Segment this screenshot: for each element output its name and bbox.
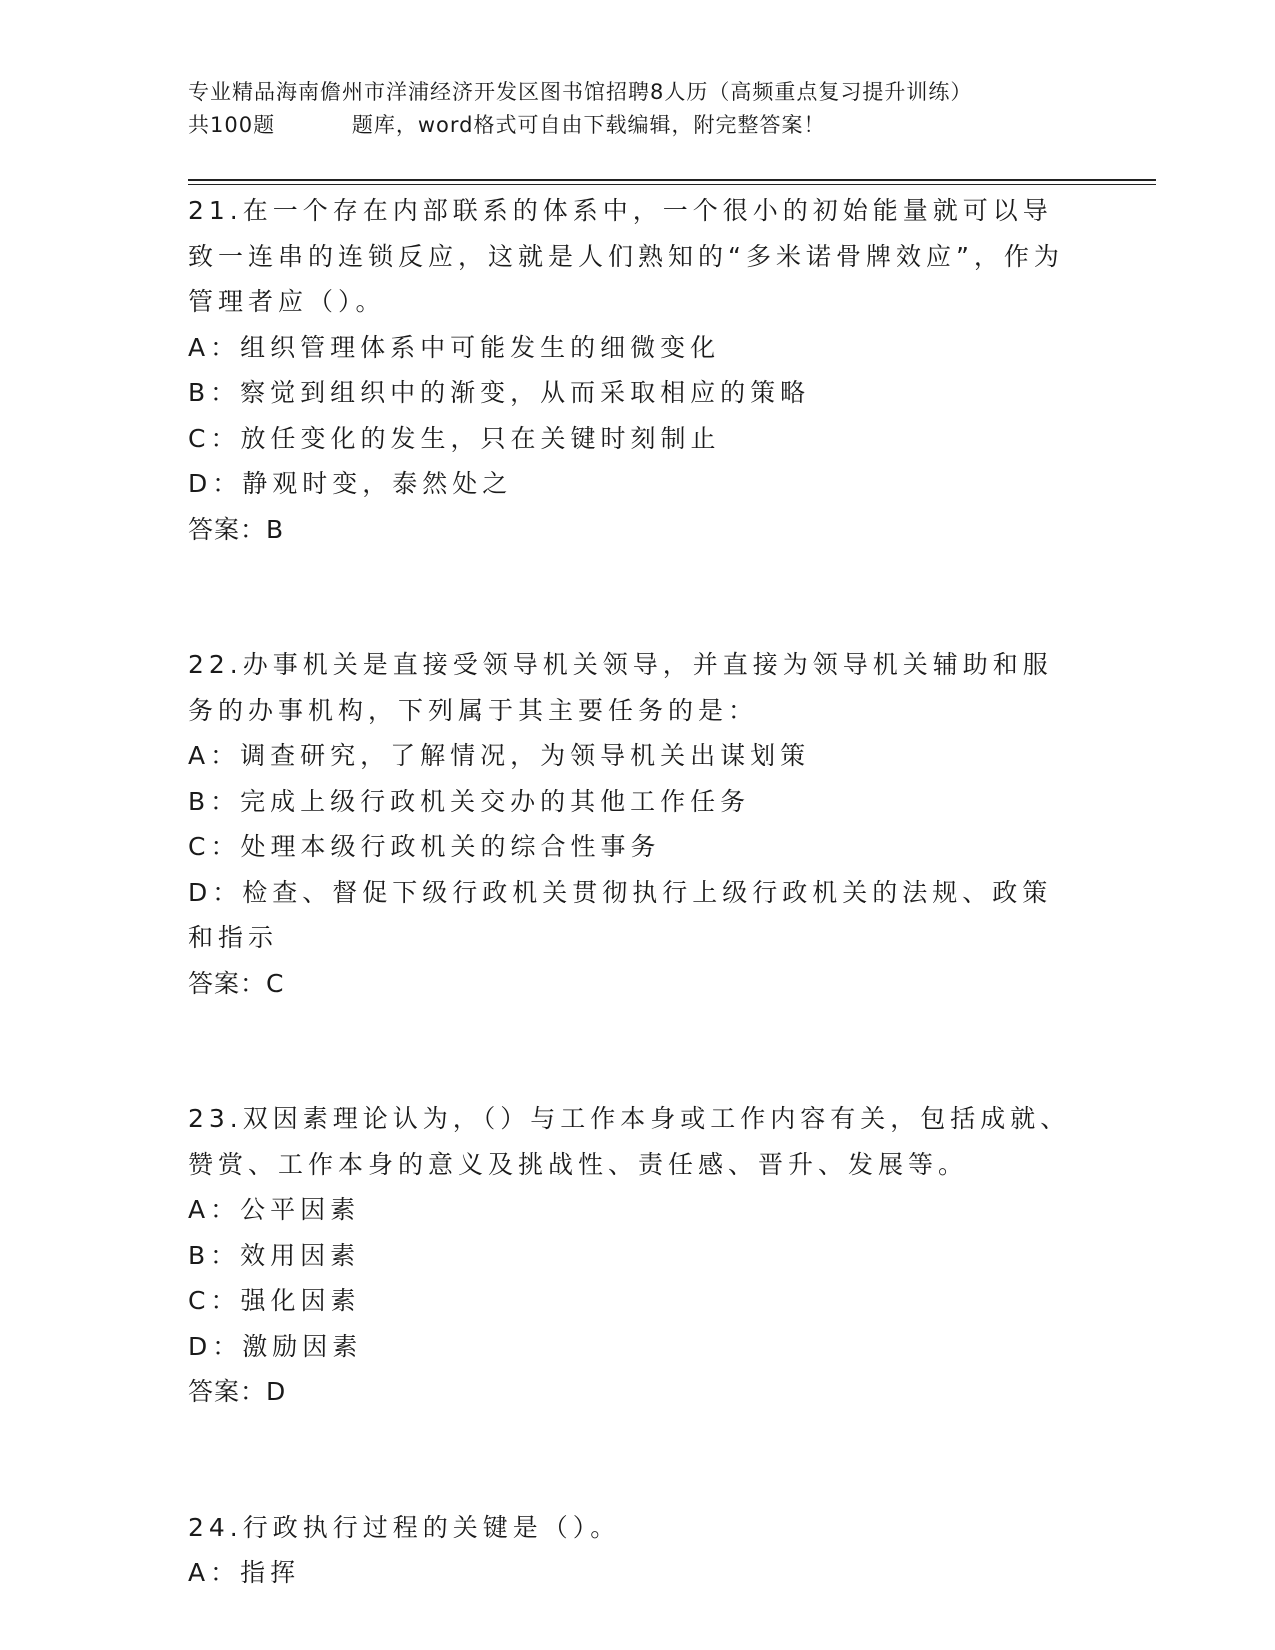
- answer-line: 答案：B: [188, 514, 285, 544]
- option-d: D：激励因素: [188, 1331, 363, 1361]
- header-title-line-2: 共100题 题库，word格式可自由下载编辑，附完整答案！: [188, 113, 826, 137]
- option-c: C：放任变化的发生，只在关键时刻制止: [188, 423, 721, 453]
- question-gap: [188, 1415, 1078, 1505]
- option-a: A：公平因素: [188, 1195, 361, 1224]
- answer-line: 答案：C: [188, 968, 285, 998]
- question-23: [188, 1096, 1078, 1415]
- answer-line: 答案：D: [188, 1377, 287, 1406]
- option-a: A：指挥: [188, 1558, 301, 1587]
- option-d: D：静观时变，泰然处之: [188, 469, 513, 498]
- option-b: B：完成上级行政机关交办的其他工作任务: [188, 786, 751, 816]
- question-list: [188, 188, 1078, 1596]
- question-24: [188, 1505, 1078, 1596]
- header-divider-thin: [188, 184, 1156, 185]
- header-divider-thick: [188, 179, 1156, 181]
- option-a: A：组织管理体系中可能发生的细微变化: [188, 332, 721, 362]
- option-b: B：察觉到组织中的渐变，从而采取相应的策略: [188, 378, 811, 407]
- question-stem: 23.双因素理论认为，（）与工作本身或工作内容有关，包括成就、赞赏、工作本身的意义及挑战性、责任感、晋升、发展等。: [188, 1104, 1071, 1179]
- question-22: [188, 642, 1078, 1006]
- question-stem: 22.办事机关是直接受领导机关领导，并直接为领导机关辅助和服务的办事机构，下列属于其主要任务的是：: [188, 650, 1053, 725]
- option-a: A：调查研究，了解情况，为领导机关出谋划策: [188, 741, 811, 770]
- document-header: [188, 76, 1088, 142]
- question-gap: [188, 552, 1078, 642]
- question-21: [188, 188, 1078, 552]
- question-stem: 24.行政执行过程的关键是（）。: [188, 1512, 621, 1542]
- header-title-line-1: 专业精品海南儋州市洋浦经济开发区图书馆招聘8人历（高频重点复习提升训练）: [188, 80, 973, 104]
- option-d: D：检查、督促下级行政机关贯彻执行上级行政机关的法规、政策和指示: [188, 877, 1053, 952]
- question-stem: 21.在一个存在内部联系的体系中，一个很小的初始能量就可以导致一连串的连锁反应，这就是人们熟知的“多米诺骨牌效应”，作为管理者应（）。: [188, 196, 1064, 316]
- option-c: C：处理本级行政机关的综合性事务: [188, 832, 661, 861]
- option-c: C：强化因素: [188, 1286, 361, 1315]
- option-b: B：效用因素: [188, 1240, 361, 1270]
- question-gap: [188, 1006, 1078, 1096]
